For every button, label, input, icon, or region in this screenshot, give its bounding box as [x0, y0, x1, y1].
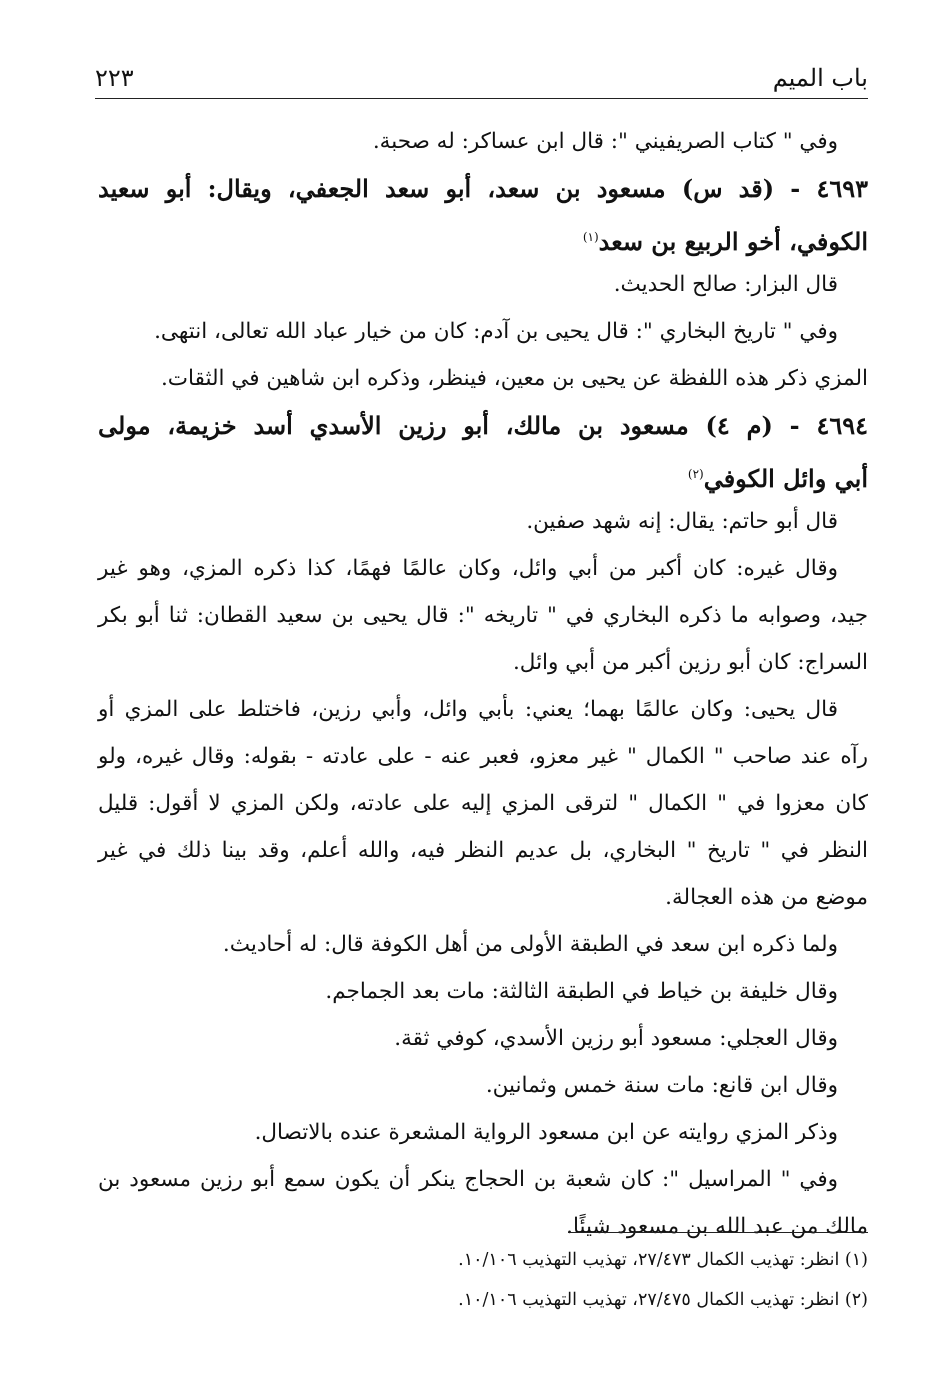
entry-heading-line: ٤٦٩٣ - (قد س) مسعود بن سعد، أبو سعد الجعفي، ويقال: أبو سعيد — [98, 174, 868, 203]
footnote: (١) انظر: تهذيب الكمال ٢٧/٤٧٣، تهذيب التهذيب ١٠/١٠٦. — [458, 1250, 868, 1270]
footnote-mark: (٢) — [687, 467, 704, 481]
section-title: باب الميم — [772, 64, 868, 92]
text-line: وفي " المراسيل ": كان شعبة بن الحجاج ينكر أن يكون سمع أبو رزين مسعود بن — [98, 1167, 838, 1192]
entry-heading-text: الكوفي، أخو الربيع بن سعد — [598, 227, 868, 256]
text-line: وفي " كتاب الصريفيني ": قال ابن عساكر: له صحبة. — [372, 129, 838, 154]
text-line: وذكر المزي روايته عن ابن مسعود الرواية المشعرة عنده بالاتصال. — [254, 1120, 838, 1145]
running-header — [95, 58, 868, 99]
entry-heading-line — [98, 213, 868, 261]
entry-heading-text: أبي وائل الكوفي — [703, 464, 868, 493]
text-line: قال يحيى: وكان عالمًا بهما؛ يعني: بأبي وائل، وأبي رزين، فاختلط على المزي أو — [98, 697, 838, 722]
text-line: وفي " تاريخ البخاري ": قال يحيى بن آدم: كان من خيار عباد الله تعالى، انتهى. — [154, 319, 838, 344]
text-line: وقال غيره: كان أكبر من أبي وائل، وكان عالمًا فهمًا، كذا ذكره المزي، وهو غير — [98, 556, 838, 581]
text-line: موضع من هذه العجالة. — [665, 885, 868, 910]
text-line: وقال ابن قانع: مات سنة خمس وثمانين. — [485, 1073, 838, 1098]
text-line: ولما ذكره ابن سعد في الطبقة الأولى من أهل الكوفة قال: له أحاديث. — [222, 932, 838, 957]
text-line: جيد، وصوابه ما ذكره البخاري في " تاريخه ": قال يحيى بن سعيد القطان: ثنا أبو بكر — [98, 603, 868, 628]
footnote-mark: (١) — [582, 230, 599, 244]
text-line: رآه عند صاحب " الكمال " غير معزو، فعبر عنه - على عادته - بقوله: وقال غيره، ولو — [98, 744, 868, 769]
main-text — [98, 118, 868, 1250]
text-line: مالك من عبد الله بن مسعود شيئًا. — [566, 1214, 868, 1239]
text-line: المزي ذكر هذه اللفظة عن يحيى بن معين، فينظر، وذكره ابن شاهين في الثقات. — [160, 366, 868, 391]
page-number: ٢٢٣ — [95, 64, 134, 92]
entry-heading-line: ٤٦٩٤ - (م ٤) مسعود بن مالك، أبو رزين الأسدي أسد خزيمة، مولى — [98, 411, 868, 440]
text-line: النظر في " تاريخ " البخاري، بل عديم النظر فيه، والله أعلم، وقد بينا ذلك في غير — [98, 838, 868, 863]
text-line: السراج: كان أبو رزين أكبر من أبي وائل. — [512, 650, 868, 675]
footnotes — [98, 1240, 868, 1320]
footnote: (٢) انظر: تهذيب الكمال ٢٧/٤٧٥، تهذيب التهذيب ١٠/١٠٦. — [458, 1290, 868, 1310]
footnote-divider — [568, 1232, 868, 1233]
entry-heading-line — [98, 450, 868, 498]
text-line: كان معزوا في " الكمال " لترقى المزي إليه على عادته، ولكن المزي لا أقول: قليل — [98, 791, 868, 816]
text-line: وقال العجلي: مسعود أبو رزين الأسدي، كوفي ثقة. — [394, 1026, 838, 1051]
text-line: قال أبو حاتم: يقال: إنه شهد صفين. — [526, 509, 838, 534]
text-line: وقال خليفة بن خياط في الطبقة الثالثة: مات بعد الجماجم. — [325, 979, 838, 1004]
text-line: قال البزار: صالح الحديث. — [613, 272, 838, 297]
